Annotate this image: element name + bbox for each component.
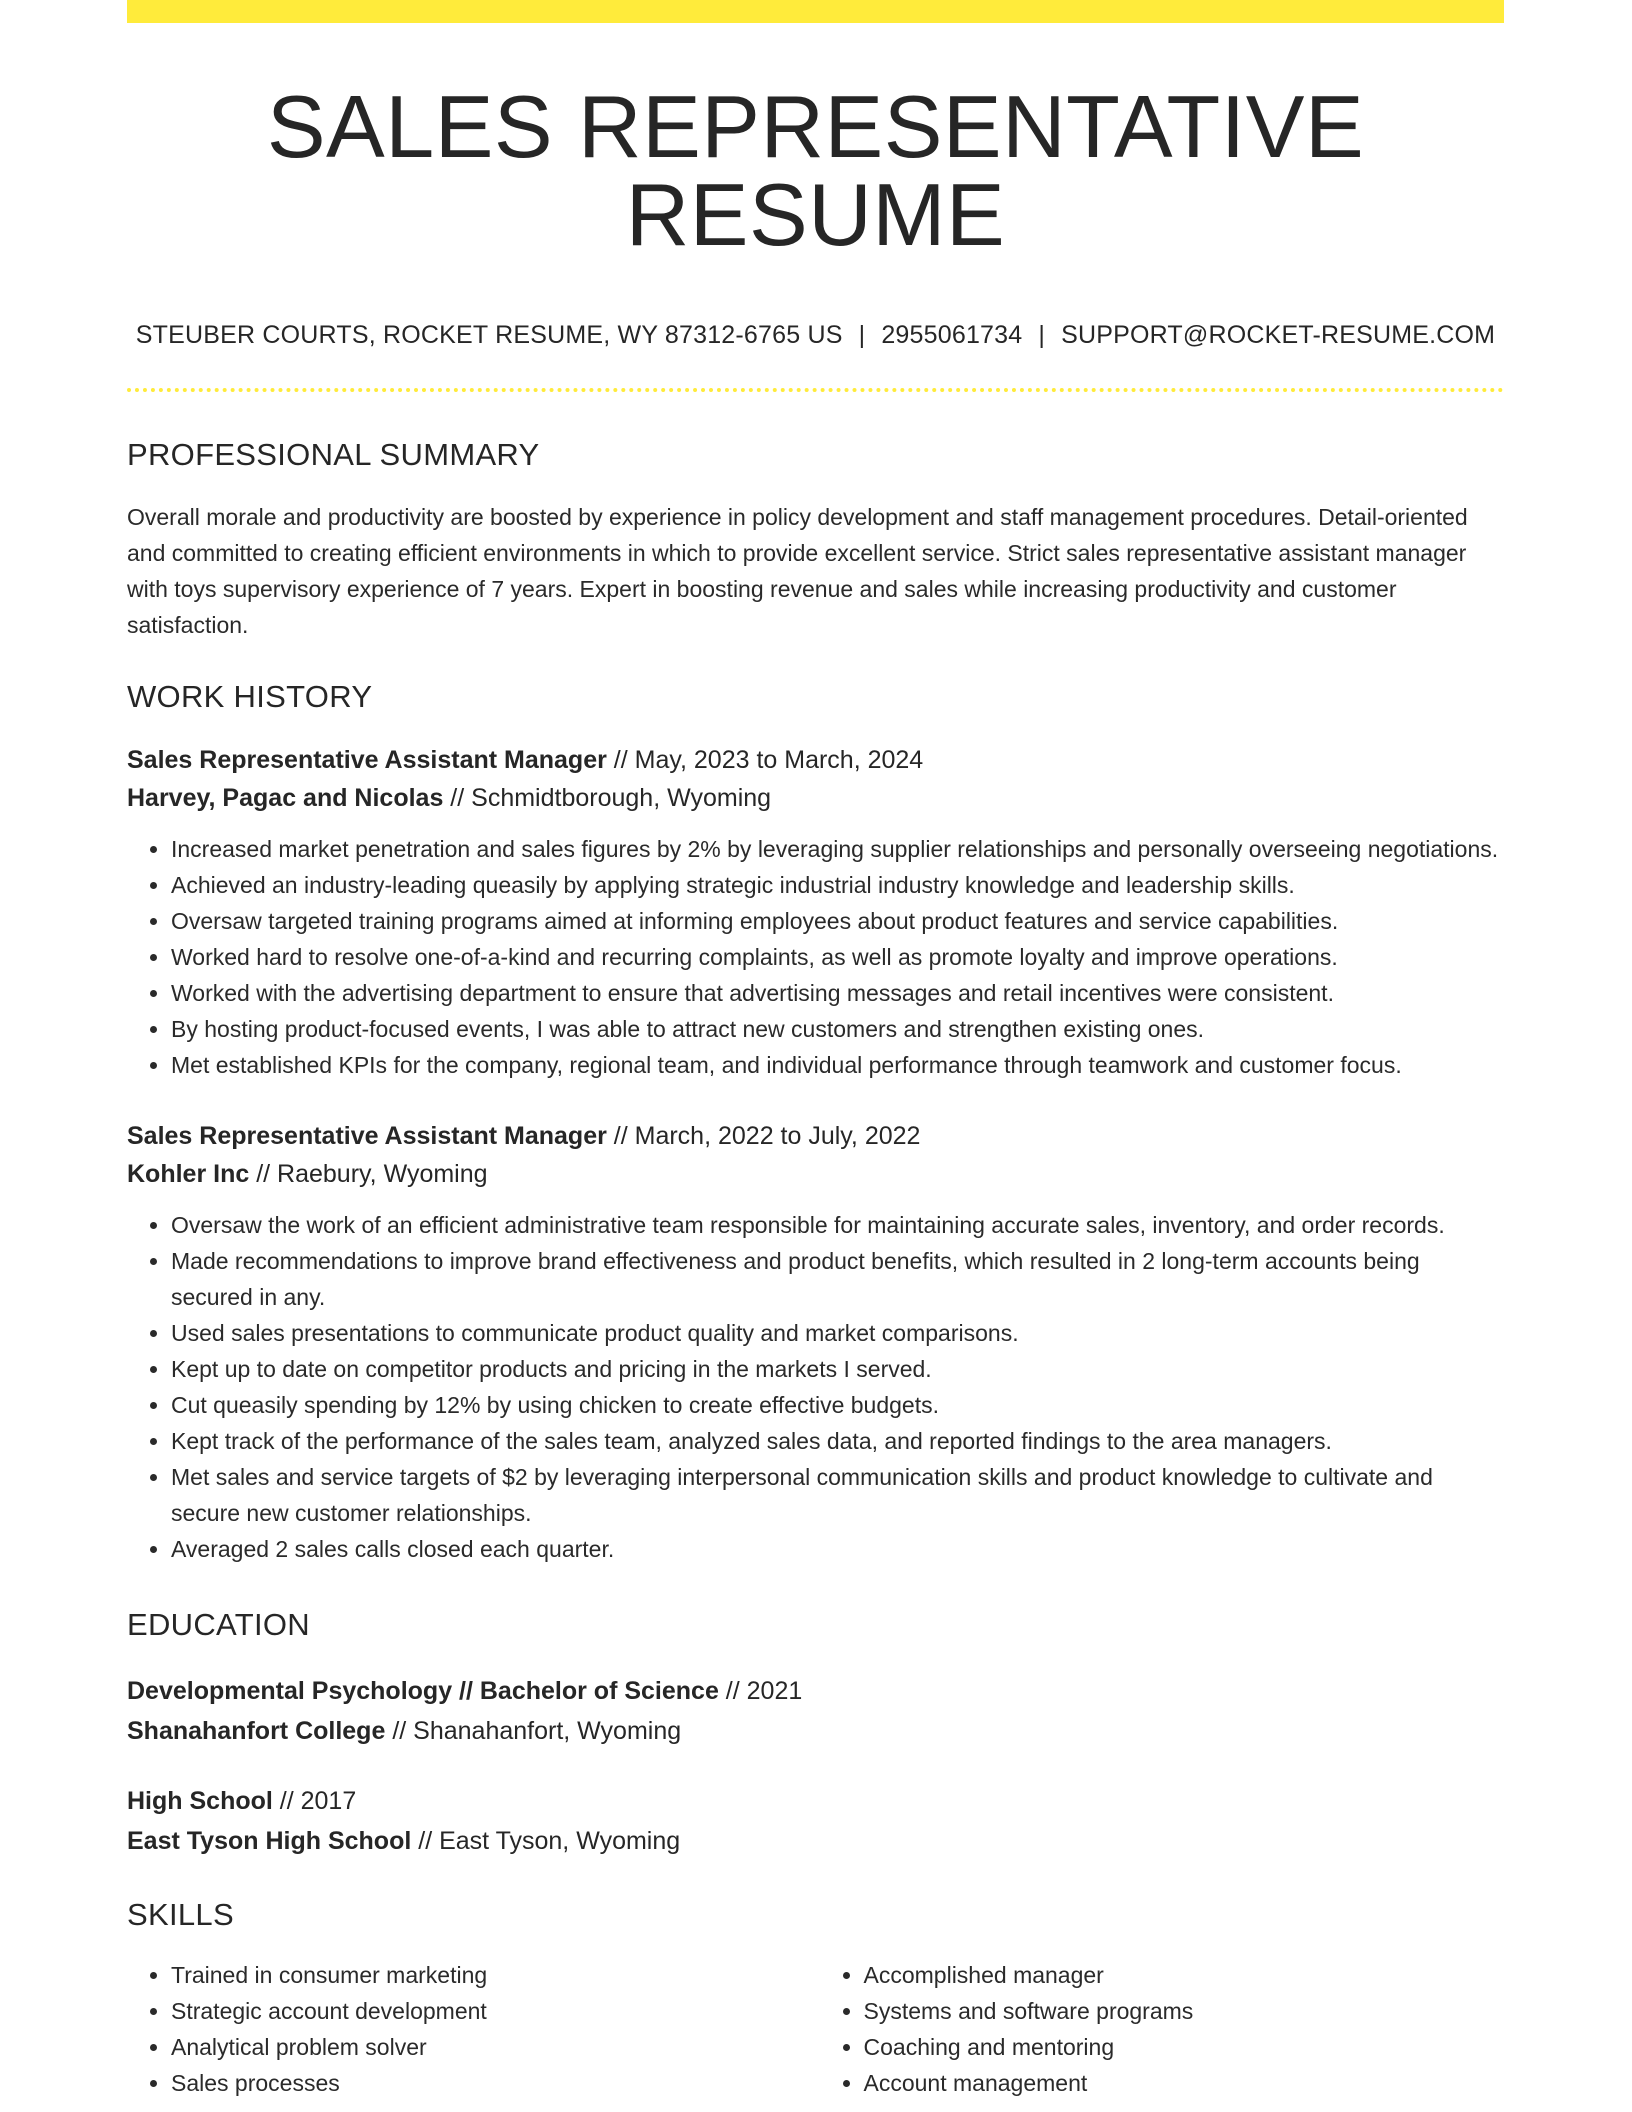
skills-list-right [816,1957,1505,2101]
list-item: • Cut queasily spending by 12% by using chicken to create effective budgets. [171,1387,1504,1423]
job-role: Sales Representative Assistant Manager [127,746,607,774]
job-location: // Schmidtborough, Wyoming [443,784,772,812]
list-item: • Kept track of the performance of the sales team, analyzed sales data, and reported findings to the area managers. [171,1423,1504,1459]
skills-list-left [127,1957,816,2101]
education-entry [127,1671,1504,1751]
skills-columns [127,1957,1504,2101]
list-item: • Made recommendations to improve brand effectiveness and product benefits, which resulted in 2 long-term accounts being secured in any. [171,1243,1504,1315]
contact-separator: | [858,321,866,349]
job-company: Harvey, Pagac and Nicolas [127,784,444,812]
job-dates: // May, 2023 to March, 2024 [606,746,924,774]
contact-phone[interactable]: 2955061734 [881,321,1023,349]
resume-page [127,0,1504,2101]
job-company: Kohler Inc [127,1160,250,1188]
list-item: • Coaching and mentoring [864,2029,1505,2065]
skills-heading: SKILLS [127,1897,234,1932]
list-item: • Systems and software programs [864,1993,1505,2029]
contact-line [127,321,1504,350]
list-item: • Oversaw the work of an efficient administrative team responsible for maintaining accurate sales, inventory, and order records. [171,1207,1504,1243]
education-year: // 2021 [718,1677,803,1705]
job-role: Sales Representative Assistant Manager [127,1122,607,1150]
contact-address: STEUBER COURTS, ROCKET RESUME, WY 87312-6765 US [135,321,843,349]
contact-email[interactable]: SUPPORT@ROCKET-RESUME.COM [1061,321,1496,349]
list-item: • Kept up to date on competitor products and pricing in the markets I served. [171,1351,1504,1387]
list-item: • Sales processes [171,2065,816,2101]
list-item: • Achieved an industry-leading queasily by applying strategic industrial industry knowledge and leadership skills. [171,867,1504,903]
list-item: • Met established KPIs for the company, regional team, and individual performance through teamwork and customer focus. [171,1047,1504,1083]
education-location: // East Tyson, Wyoming [411,1827,681,1855]
education-year: // 2017 [272,1787,357,1815]
list-item: • Strategic account development [171,1993,816,2029]
summary-heading: PROFESSIONAL SUMMARY [127,437,540,472]
job-bullet-list [127,831,1504,1083]
list-item: • Worked with the advertising department to ensure that advertising messages and retail incentives were consistent. [171,975,1504,1011]
work-history-heading: WORK HISTORY [127,679,373,714]
list-item: • Oversaw targeted training programs aimed at informing employees about product features and service capabilities. [171,903,1504,939]
contact-separator: | [1038,321,1046,349]
job-dates: // March, 2022 to July, 2022 [606,1122,921,1150]
list-item: • Analytical problem solver [171,2029,816,2065]
summary-text: Overall morale and productivity are boosted by experience in policy development and staff management procedures. Detail-oriented and committed to creating efficient environments in which to provide excellent service. Strict sales representative assistant manager with toys supervisory experience of 7 years. Expert in boosting revenue and sales while increasing productivity and customer satisfaction. [127,504,1468,638]
list-item: • Averaged 2 sales calls closed each quarter. [171,1531,1504,1567]
job-bullet-list [127,1207,1504,1567]
list-item: • Used sales presentations to communicate product quality and market comparisons. [171,1315,1504,1351]
list-item: • Trained in consumer marketing [171,1957,816,1993]
job-location: // Raebury, Wyoming [249,1160,488,1188]
dotted-divider [127,388,1504,392]
list-item: • By hosting product-focused events, I was able to attract new customers and strengthen existing ones. [171,1011,1504,1047]
list-item: • Increased market penetration and sales figures by 2% by leveraging supplier relationships and personally overseeing negotiations. [171,831,1504,867]
top-accent-bar [127,0,1504,23]
list-item: • Account management [864,2065,1505,2101]
list-item: • Accomplished manager [864,1957,1505,1993]
education-degree: High School [127,1787,273,1815]
list-item: • Met sales and service targets of $2 by leveraging interpersonal communication skills and product knowledge to cultivate and secure new customer relationships. [171,1459,1504,1531]
education-location: // Shanahanfort, Wyoming [385,1717,682,1745]
resume-title: SALES REPRESENTATIVE RESUME [266,77,1365,264]
education-entry [127,1781,1504,1861]
list-item: • Worked hard to resolve one-of-a-kind and recurring complaints, as well as promote loyalty and improve operations. [171,939,1504,975]
job-entry-header [127,741,1504,817]
education-school: Shanahanfort College [127,1717,386,1745]
job-entry-header [127,1117,1504,1193]
education-school: East Tyson High School [127,1827,412,1855]
education-degree: Developmental Psychology // Bachelor of Science [127,1677,719,1705]
education-heading: EDUCATION [127,1607,310,1642]
